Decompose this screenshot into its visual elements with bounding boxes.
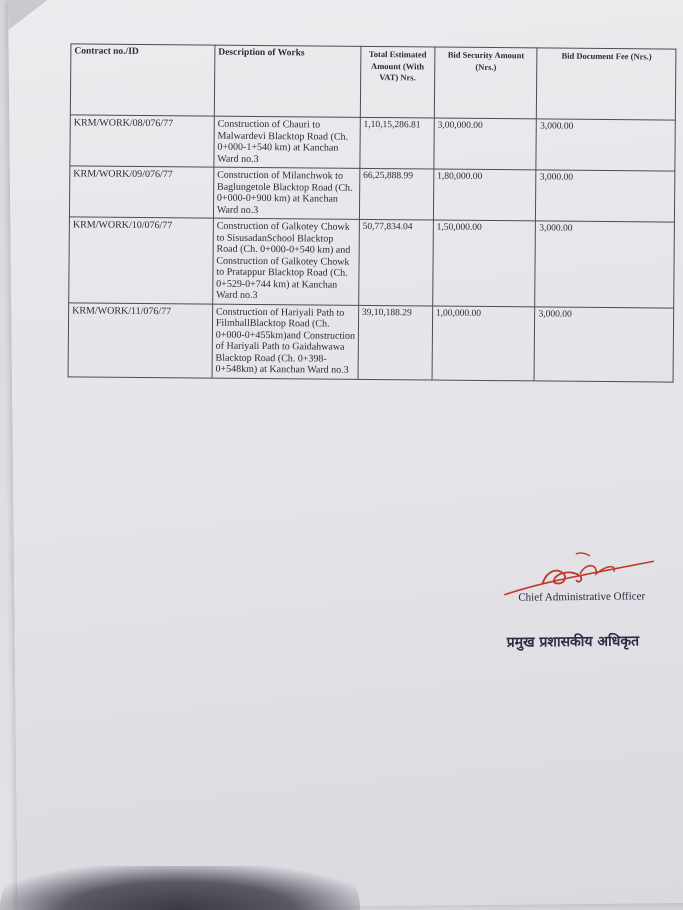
header-bid-security: Bid Security Amount (Nrs.) [434,47,537,119]
description-cell: Construction of Chauri to Malwardevi Blacktop Road (Ch. 0+000-1+540 km) at Kanchan Ward no.3 [214,116,360,168]
header-contract-id: Contract no./ID [70,44,214,116]
bid-security-cell: 1,80,000.00 [433,169,536,221]
bid-security-cell: 3,00,000.00 [434,118,537,170]
estimated-amount-cell: 50,77,834.04 [358,219,433,305]
contract-id-cell: KRM/WORK/11/076/77 [68,302,212,377]
bid-fee-cell: 3,000.00 [535,221,674,308]
estimated-amount-cell: 66,25,888.99 [359,168,433,220]
bid-security-cell: 1,50,000.00 [433,220,536,306]
estimated-amount-cell: 39,10,188.29 [358,305,433,380]
contract-id-cell: KRM/WORK/09/076/77 [69,166,213,218]
bid-security-cell: 1,00,000.00 [432,306,535,381]
description-cell: Construction of Galkotey Chowk to SisusadanSchool Blacktop Road (Ch. 0+000-0+540 km) and Construction of Galkotey Chowk to Pratappur Blacktop Road (Ch. 0+529-0+744 km) at Kanchan Ward no.3 [213,218,360,305]
header-estimated-amount: Total Estimated Amount (With VAT) Nrs. [360,46,435,118]
description-cell: Construction of Milanchwok to Baglungetole Blacktop Road (Ch. 0+000-0+900 km) at Kanchan Ward no.3 [213,167,359,219]
table-row [69,166,674,222]
bid-fee-cell: 3,000.00 [536,119,675,171]
estimated-amount-cell: 1,10,15,286.81 [360,117,434,169]
contract-id-cell: KRM/WORK/08/076/77 [70,115,214,167]
bid-table [68,43,677,382]
bid-fee-cell: 3,000.00 [534,306,673,381]
signature-block [474,543,683,695]
table-row [69,217,675,308]
thumb-shadow [0,866,360,910]
table-row [70,115,675,171]
page-corner [8,0,48,30]
contract-id-cell: KRM/WORK/10/076/77 [69,217,214,304]
header-description: Description of Works [214,45,361,117]
table-header-row [70,44,676,120]
document-page [8,0,683,910]
description-cell: Construction of Hariyali Path to FilmhallBlacktop Road (Ch. 0+000-0+455km)and Construction of Hariyali Path to Gaidahwawa Blacktop Road (Ch. 0+398-0+548km) at Kanchan Ward no.3 [212,304,359,379]
header-bid-document-fee: Bid Document Fee (Nrs.) [537,48,676,120]
officer-title-english: Chief Administrative Officer [518,590,646,604]
officer-title-nepali: प्रमुख प्रशासकीय अधिकृत [506,633,640,651]
table-row [68,302,674,381]
bid-fee-cell: 3,000.00 [536,170,675,222]
